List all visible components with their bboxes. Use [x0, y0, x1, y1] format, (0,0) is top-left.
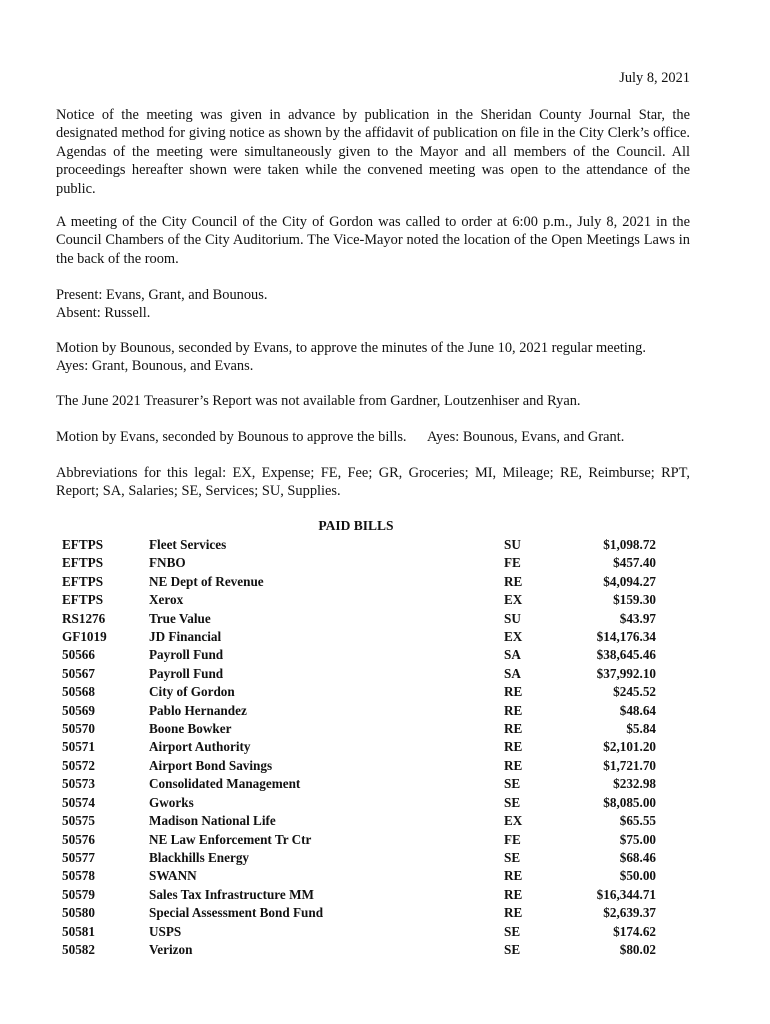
motion-bills-text: Motion by Evans, seconded by Bounous to approve the bills. [56, 429, 407, 445]
expense-code: RE [504, 702, 523, 718]
bill-amount: $1,721.70 [603, 757, 656, 773]
bill-amount: $14,176.34 [596, 629, 656, 645]
expense-code: RE [504, 905, 523, 921]
expense-code: RE [504, 886, 523, 902]
treasurer-report-line: The June 2021 Treasurer’s Report was not available from Gardner, Loutzenhiser and Ryan. [56, 393, 581, 409]
bill-amount: $2,639.37 [603, 905, 656, 921]
bill-amount: $38,645.46 [596, 647, 656, 663]
table-row [62, 849, 656, 867]
bill-amount: $174.62 [613, 923, 656, 939]
vendor-name: Gworks [149, 794, 194, 810]
expense-code: SE [504, 849, 521, 865]
motion-bills-line [56, 428, 690, 446]
table-row [62, 628, 656, 646]
vendor-name: JD Financial [149, 629, 222, 645]
check-number: 50570 [62, 721, 95, 737]
call-to-order-paragraph: A meeting of the City Council of the City of Gordon was called to order at 6:00 p.m., July 8, 2021 in the Council Chambers of the City Auditorium. The Vice-Mayor noted the location of the Open Meetings Laws in the back of the room. [56, 214, 690, 267]
bill-amount: $68.46 [619, 849, 656, 865]
table-row [62, 536, 656, 554]
expense-code: SA [504, 665, 521, 681]
table-row [62, 646, 656, 664]
expense-code: FE [504, 831, 521, 847]
bill-amount: $159.30 [613, 592, 656, 608]
bill-amount: $16,344.71 [596, 886, 656, 902]
bill-amount: $37,992.10 [596, 665, 656, 681]
expense-code: EX [504, 592, 523, 608]
vendor-name: Airport Authority [149, 739, 251, 755]
check-number: 50573 [62, 776, 95, 792]
check-number: EFTPS [62, 555, 104, 571]
check-number: 50574 [62, 794, 95, 810]
vendor-name: Boone Bowker [149, 721, 232, 737]
vendor-name: True Value [149, 610, 211, 626]
present-line: Present: Evans, Grant, and Bounous. [56, 287, 268, 303]
expense-code: RE [504, 573, 523, 589]
absent-line: Absent: Russell. [56, 305, 151, 321]
vendor-name: NE Dept of Revenue [149, 573, 264, 589]
check-number: 50571 [62, 739, 95, 755]
check-number: 50575 [62, 813, 95, 829]
check-number: GF1019 [62, 629, 107, 645]
table-row [62, 867, 656, 885]
table-row [62, 941, 656, 959]
table-row [62, 554, 656, 572]
check-number: 50578 [62, 868, 95, 884]
expense-code: SU [504, 610, 521, 626]
table-row [62, 610, 656, 628]
expense-code: SE [504, 794, 521, 810]
check-number: 50579 [62, 886, 95, 902]
check-number: EFTPS [62, 592, 104, 608]
vendor-name: Payroll Fund [149, 647, 224, 663]
table-row [62, 573, 656, 591]
check-number: EFTPS [62, 537, 104, 552]
vendor-name: Consolidated Management [149, 776, 301, 792]
motion-minutes-line: Motion by Bounous, seconded by Evans, to approve the minutes of the June 10, 2021 regular meeting. [56, 340, 646, 356]
check-number: 50581 [62, 923, 95, 939]
expense-code: SE [504, 941, 521, 957]
bill-amount: $8,085.00 [603, 794, 656, 810]
expense-code: EX [504, 629, 523, 645]
table-row [62, 683, 656, 701]
check-number: 50576 [62, 831, 95, 847]
vendor-name: USPS [149, 923, 182, 939]
table-row [62, 775, 656, 793]
expense-code: SE [504, 776, 521, 792]
table-row [62, 794, 656, 812]
vendor-name: Sales Tax Infrastructure MM [149, 886, 314, 902]
expense-code: RE [504, 739, 523, 755]
expense-code: RE [504, 868, 523, 884]
bill-amount: $75.00 [619, 831, 656, 847]
vendor-name: Xerox [149, 592, 184, 608]
notice-paragraph: Notice of the meeting was given in advance by publication in the Sheridan County Journal Star, the designated method for giving notice as shown by the affidavit of publication on file in the City Clerk’s office. Agendas of the meeting were simultaneously given to the Mayor and all members of the Council. All proceedings hereafter shown were taken while the convened meeting was open to the attendance of the public. [56, 107, 690, 197]
table-row [62, 591, 656, 609]
check-number: 50566 [62, 647, 95, 663]
vendor-name: Fleet Services [149, 537, 227, 552]
bill-amount: $1,098.72 [603, 537, 656, 552]
expense-code: RE [504, 721, 523, 737]
bill-amount: $48.64 [619, 702, 656, 718]
check-number: 50580 [62, 905, 95, 921]
bill-amount: $65.55 [619, 813, 656, 829]
bill-amount: $232.98 [613, 776, 656, 792]
table-row [62, 702, 656, 720]
vendor-name: Payroll Fund [149, 665, 224, 681]
bill-amount: $2,101.20 [603, 739, 656, 755]
check-number: 50572 [62, 757, 95, 773]
bill-amount: $50.00 [619, 868, 656, 884]
table-row [62, 904, 656, 922]
vendor-name: Madison National Life [149, 813, 276, 829]
table-row [62, 923, 656, 941]
bill-amount: $245.52 [613, 684, 656, 700]
expense-code: SE [504, 923, 521, 939]
table-row [62, 665, 656, 683]
table-row [62, 886, 656, 904]
vendor-name: SWANN [149, 868, 197, 884]
bill-amount: $43.97 [619, 610, 656, 626]
expense-code: EX [504, 813, 523, 829]
expense-code: RE [504, 684, 523, 700]
vendor-name: NE Law Enforcement Tr Ctr [149, 831, 312, 847]
check-number: EFTPS [62, 573, 104, 589]
paid-bills-table [62, 536, 656, 959]
check-number: 50568 [62, 684, 95, 700]
vendor-name: Pablo Hernandez [149, 702, 247, 718]
vendor-name: City of Gordon [149, 684, 235, 700]
expense-code: SU [504, 537, 521, 552]
check-number: RS1276 [62, 610, 106, 626]
check-number: 50582 [62, 941, 95, 957]
expense-code: SA [504, 647, 521, 663]
table-row [62, 812, 656, 830]
vendor-name: FNBO [149, 555, 186, 571]
bill-amount: $4,094.27 [603, 573, 656, 589]
check-number: 50577 [62, 849, 95, 865]
table-row [62, 757, 656, 775]
bill-amount: $80.02 [619, 941, 656, 957]
paid-bills-title: PAID BILLS [318, 518, 394, 533]
expense-code: RE [504, 757, 523, 773]
expense-code: FE [504, 555, 521, 571]
ayes-minutes-line: Ayes: Grant, Bounous, and Evans. [56, 358, 254, 374]
vendor-name: Airport Bond Savings [149, 757, 273, 773]
vendor-name: Blackhills Energy [149, 849, 250, 865]
vendor-name: Verizon [149, 941, 193, 957]
table-row [62, 720, 656, 738]
table-row [62, 831, 656, 849]
vendor-name: Special Assessment Bond Fund [149, 905, 324, 921]
abbreviations-paragraph: Abbreviations for this legal: EX, Expense; FE, Fee; GR, Groceries; MI, Mileage; RE, Reimburse; RPT, Report; SA, Salaries; SE, Services; SU, Supplies. [56, 465, 690, 500]
bill-amount: $5.84 [626, 721, 656, 737]
table-row [62, 738, 656, 756]
ayes-bills-text: Ayes: Bounous, Evans, and Grant. [426, 429, 625, 445]
bill-amount: $457.40 [613, 555, 656, 571]
check-number: 50567 [62, 665, 95, 681]
meeting-date: July 8, 2021 [619, 70, 690, 86]
check-number: 50569 [62, 702, 95, 718]
